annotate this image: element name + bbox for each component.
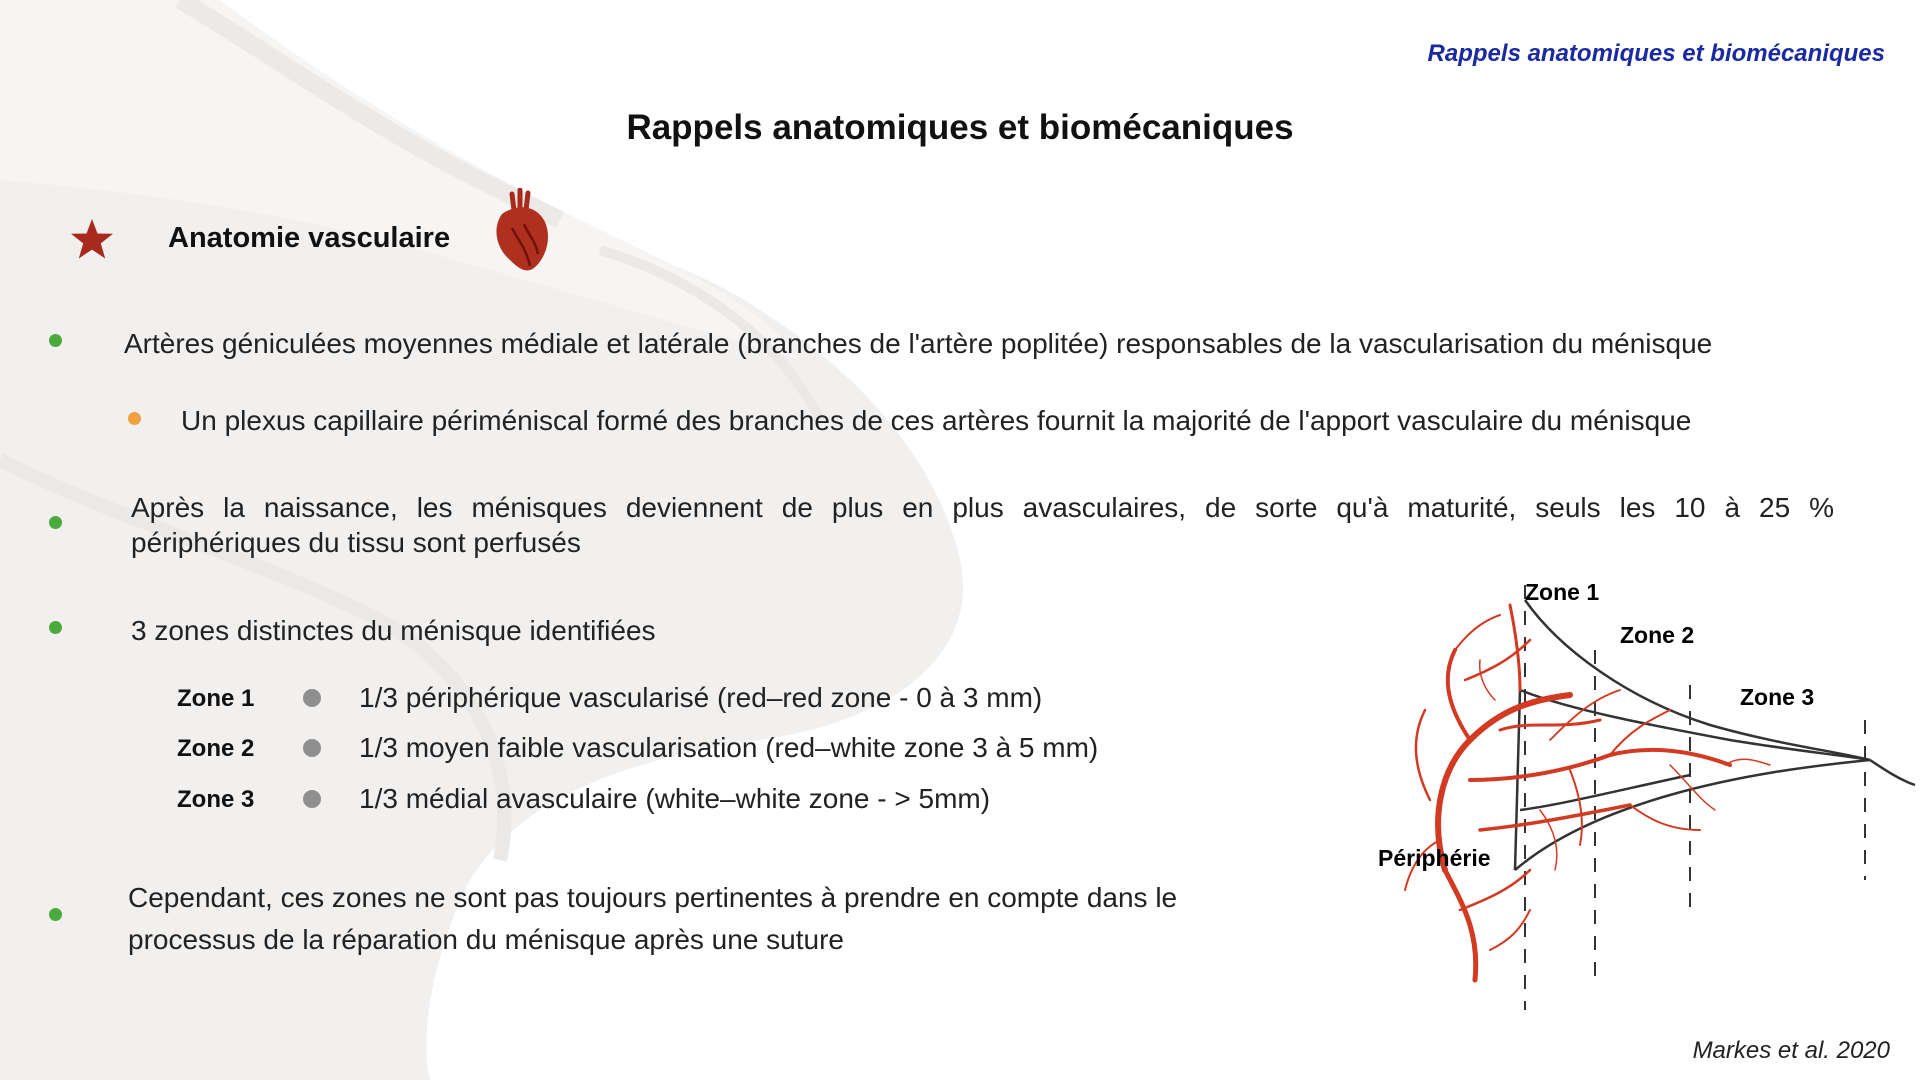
- bullet-text: 3 zones distinctes du ménisque identifiées: [131, 615, 656, 646]
- zone-description: 1/3 moyen faible vascularisation (red–white zone 3 à 5 mm): [359, 732, 1099, 763]
- zone-boundaries: [1525, 585, 1865, 1010]
- sub-bullet-text: Un plexus capillaire périméniscal formé des branches de ces artères fournit la majorité de l'apport vasculaire du ménisque: [181, 405, 1692, 436]
- zone-label: Zone 2: [177, 735, 255, 762]
- bullet-orange-icon: [128, 412, 141, 425]
- zone-description: 1/3 médial avasculaire (white–white zone - > 5mm): [359, 783, 991, 814]
- meniscus-vascular-diagram: [1370, 570, 1920, 1020]
- figure-periphery-label: Périphérie: [1378, 845, 1491, 871]
- bullet-green-icon: [49, 516, 62, 529]
- bullet-text-line2: processus de la réparation du ménisque après une suture: [128, 924, 844, 955]
- bullet-grey-icon: [303, 739, 321, 757]
- star-icon: [70, 218, 114, 260]
- figure-zone1-label: Zone 1: [1525, 579, 1600, 605]
- bullet-green-icon: [49, 334, 62, 347]
- bullet-grey-icon: [303, 790, 321, 808]
- zone-label: Zone 3: [177, 786, 255, 813]
- citation: Markes et al. 2020: [1692, 1037, 1890, 1064]
- bullet-grey-icon: [303, 689, 321, 707]
- bullet-green-icon: [49, 621, 62, 634]
- page-title: Rappels anatomiques et biomécaniques: [626, 108, 1294, 147]
- bullet-text-line1: Cependant, ces zones ne sont pas toujours pertinentes à prendre en compte dans le: [128, 882, 1178, 913]
- zone-description: 1/3 périphérique vascularisé (red–red zone - 0 à 3 mm): [359, 682, 1043, 713]
- bullet-green-icon: [49, 908, 62, 921]
- figure-zone3-label: Zone 3: [1740, 684, 1815, 710]
- bullet-text: Artères géniculées moyennes médiale et latérale (branches de l'artère poplitée) responsables de la vascularisation du ménisque: [124, 328, 1713, 359]
- zone-label: Zone 1: [177, 685, 255, 712]
- heart-icon: [490, 188, 552, 274]
- bullet-text-line1: Après la naissance, les ménisques deviennent de plus en plus avasculaires, de sorte qu'à maturité, seuls les 10 à 25 %: [131, 492, 1834, 523]
- section-title: Anatomie vasculaire: [168, 222, 451, 254]
- header-label: Rappels anatomiques et biomécaniques: [1427, 40, 1885, 67]
- bullet-text-line2: périphériques du tissu sont perfusés: [131, 527, 581, 558]
- meniscus-outline: [1515, 600, 1915, 870]
- figure-zone2-label: Zone 2: [1620, 622, 1695, 648]
